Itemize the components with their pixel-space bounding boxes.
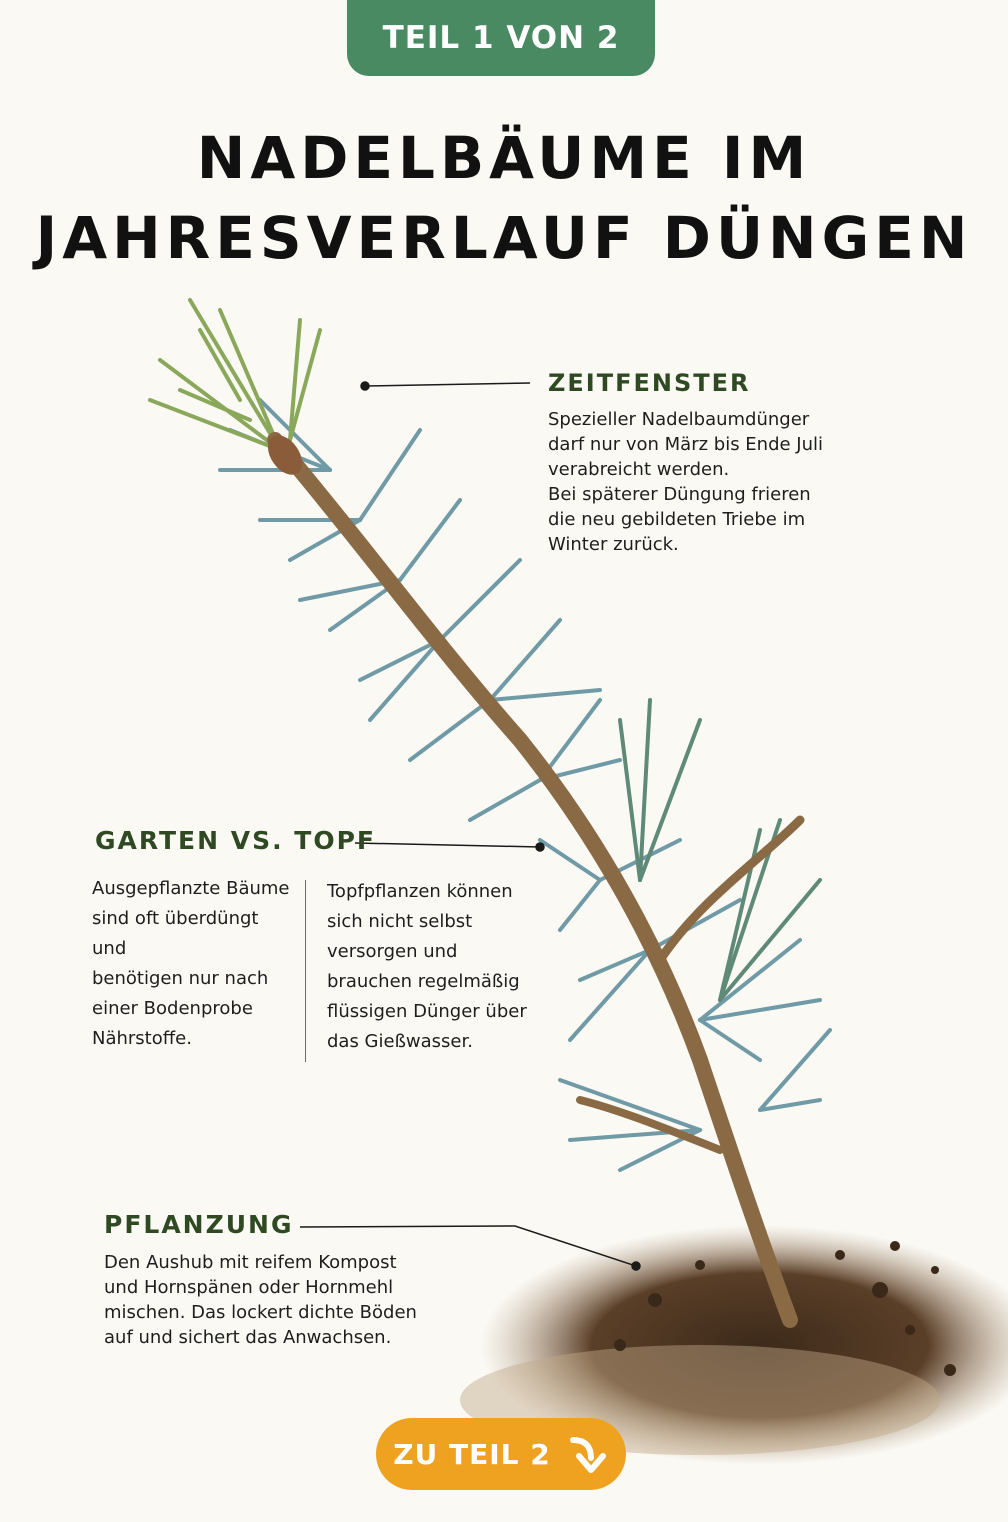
garten-text-left: Ausgepflanzte Bäume sind oft überdüngt und benötigen nur nach einer Bodenprobe Nährstoffe.	[92, 878, 290, 1049]
next-part-label: ZU TEIL 2	[393, 1437, 551, 1471]
garten-heading: GARTEN VS. TOPF	[95, 826, 377, 855]
zeitfenster-heading: ZEITFENSTER	[548, 369, 751, 397]
page-title-line2: JAHRESVERLAUF DÜNGEN	[35, 204, 973, 272]
zeitfenster-text: Spezieller Nadelbaumdünger darf nur von März bis Ende Juli verabreicht werden. Bei späterer Düngung frieren die neu gebildeten Triebe im Winter zurück.	[548, 409, 824, 555]
pflanzung-heading: PFLANZUNG	[104, 1210, 294, 1239]
garten-text-right: Topfpflanzen können sich nicht selbst versorgen und brauchen regelmäßig flüssigen Dünger über das Gießwasser.	[327, 881, 527, 1052]
garten-divider	[305, 880, 306, 1062]
part-badge-label: TEIL 1 VON 2	[382, 20, 620, 56]
side-branch-lower	[580, 1100, 720, 1150]
arrow-down-right-icon	[565, 1432, 609, 1476]
page-title-line1: NADELBÄUME IM	[196, 124, 812, 192]
pflanzung-text: Den Aushub mit reifem Kompost und Hornspänen oder Hornmehl mischen. Das lockert dichte Böden auf und sichert das Anwachsen.	[104, 1252, 417, 1348]
next-part-button[interactable]	[376, 1418, 626, 1490]
